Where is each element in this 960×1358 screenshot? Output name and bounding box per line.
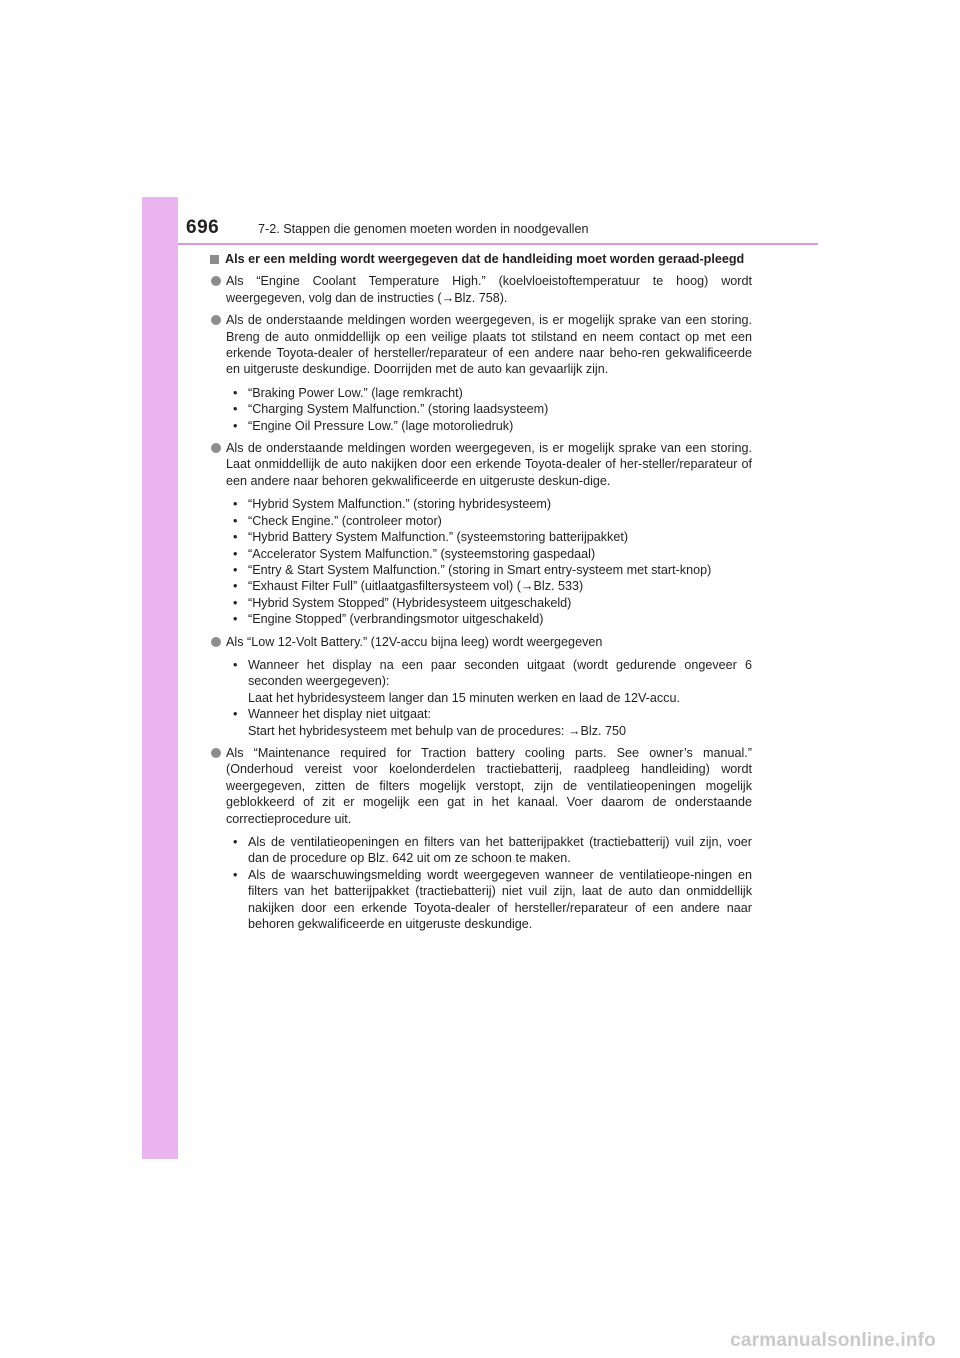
list-item [210, 273, 752, 306]
list-item [210, 745, 752, 932]
bullet-item: • “Charging System Malfunction.” (storing laadsysteem) [226, 401, 752, 417]
bullet-item: • “Hybrid System Malfunction.” (storing hybridesysteem) [226, 496, 752, 512]
bullet-item: • “Engine Stopped” (verbrandingsmotor uitgeschakeld) [226, 611, 752, 627]
list-item-text: Als “Maintenance required for Traction battery cooling parts. See owner’s manual.” (Onderhoud vereist voor koelonderdelen tractiebatterij, raadpleeg handleiding) wordt weergegeven, zitten de filters mogelijk verstopt, zijn de ventilatieopeningen mogelijk geblokkeerd of zit er mogelijk een gat in het kanaal. Voer daarom de onderstaande correctieprocedure uit. [226, 745, 752, 826]
bullet-item: • “Entry & Start System Malfunction.” (storing in Smart entry-systeem met start-knop) [226, 562, 752, 578]
bullet-item [226, 706, 752, 739]
list-item [210, 440, 752, 627]
bullet-item-subline: Start het hybridesysteem met behulp van de procedures: →Blz. 750 [248, 723, 627, 738]
section-heading-text: Als er een melding wordt weergegeven dat de handleiding moet worden geraad-pleegd [225, 252, 745, 266]
circle-bullet-icon [211, 315, 221, 325]
page-content [210, 251, 752, 932]
bullet-item: • “Engine Oil Pressure Low.” (lage motoroliedruk) [226, 418, 752, 434]
bullet-item: • “Hybrid Battery System Malfunction.” (systeemstoring batterijpakket) [226, 529, 752, 545]
bullet-item: • Als de waarschuwingsmelding wordt weergegeven wanneer de ventilatieope-ningen en filters van het batterijpakket (tractiebatterij) niet vuil zijn, laat de auto dan onmiddellijk nakijken door een erkende Toyota-dealer of hersteller/reparateur of een andere naar behoren gekwalificeerde en uitgeruste deskundige. [226, 867, 752, 933]
site-watermark: carmanualsonline.info [730, 1330, 936, 1351]
list-item [210, 312, 752, 434]
bullet-item: • Als de ventilatieopeningen en filters van het batterijpakket (tractiebatterij) vuil zijn, voer dan de procedure op Blz. 642 uit om ze schoon te maken. [226, 834, 752, 867]
chapter-tab-strip [142, 197, 178, 1159]
circle-bullet-icon [211, 276, 221, 286]
bullet-list [226, 657, 752, 739]
circle-bullet-icon [211, 443, 221, 453]
list-item-text: Als de onderstaande meldingen worden weergegeven, is er mogelijk sprake van een storing. Laat onmiddellijk de auto nakijken door een erkende Toyota-dealer of her-steller/reparateur of een andere naar behoren gekwalificeerde en uitgeruste deskun-dige. [226, 441, 752, 488]
list-item-text: Als “Engine Coolant Temperature High.” (koelvloeistoftemperatuur te hoog) wordt weergegeven, volg dan de instructies (→Blz. 758). [226, 274, 752, 305]
bullet-item [226, 657, 752, 706]
bullet-item: • “Braking Power Low.” (lage remkracht) [226, 385, 752, 401]
page-number: 696 [186, 217, 220, 238]
circle-bullet-icon [211, 637, 221, 647]
circle-bullet-icon [211, 748, 221, 758]
bullet-item: • “Exhaust Filter Full” (uitlaatgasfiltersysteem vol) (→Blz. 533) [226, 578, 752, 594]
bullet-item-subline: Laat het hybridesysteem langer dan 15 minuten werken en laad de 12V-accu. [248, 690, 680, 705]
bullet-item: • “Accelerator System Malfunction.” (systeemstoring gaspedaal) [226, 546, 752, 562]
bullet-item-line: Wanneer het display na een paar seconden uitgaat (wordt gedurende ongeveer 6 seconden weergegeven): [248, 657, 752, 689]
bullet-list [226, 496, 752, 627]
bullet-item-line: Wanneer het display niet uitgaat: [248, 707, 431, 722]
list-item-text: Als “Low 12-Volt Battery.” (12V-accu bijna leeg) wordt weergegeven [226, 634, 603, 649]
square-bullet-icon [210, 255, 219, 264]
bullet-list [226, 834, 752, 932]
section-title: 7-2. Stappen die genomen moeten worden in noodgevallen [258, 222, 589, 236]
bullet-item: • “Hybrid System Stopped” (Hybridesysteem uitgeschakeld) [226, 595, 752, 611]
list-item [210, 634, 752, 739]
header-divider [178, 243, 818, 245]
bullet-list [226, 385, 752, 434]
bullet-item: • “Check Engine.” (controleer motor) [226, 513, 752, 529]
section-heading [210, 251, 752, 267]
list-item-text: Als de onderstaande meldingen worden weergegeven, is er mogelijk sprake van een storing. Breng de auto onmiddellijk op een veilige plaats tot stilstand en neem contact op met een erkende Toyota-dealer of hersteller/reparateur of een andere naar beho-ren gekwalificeerde en uitgeruste deskundige. Doorrijden met de auto kan gevaarlijk zijn. [226, 313, 752, 377]
